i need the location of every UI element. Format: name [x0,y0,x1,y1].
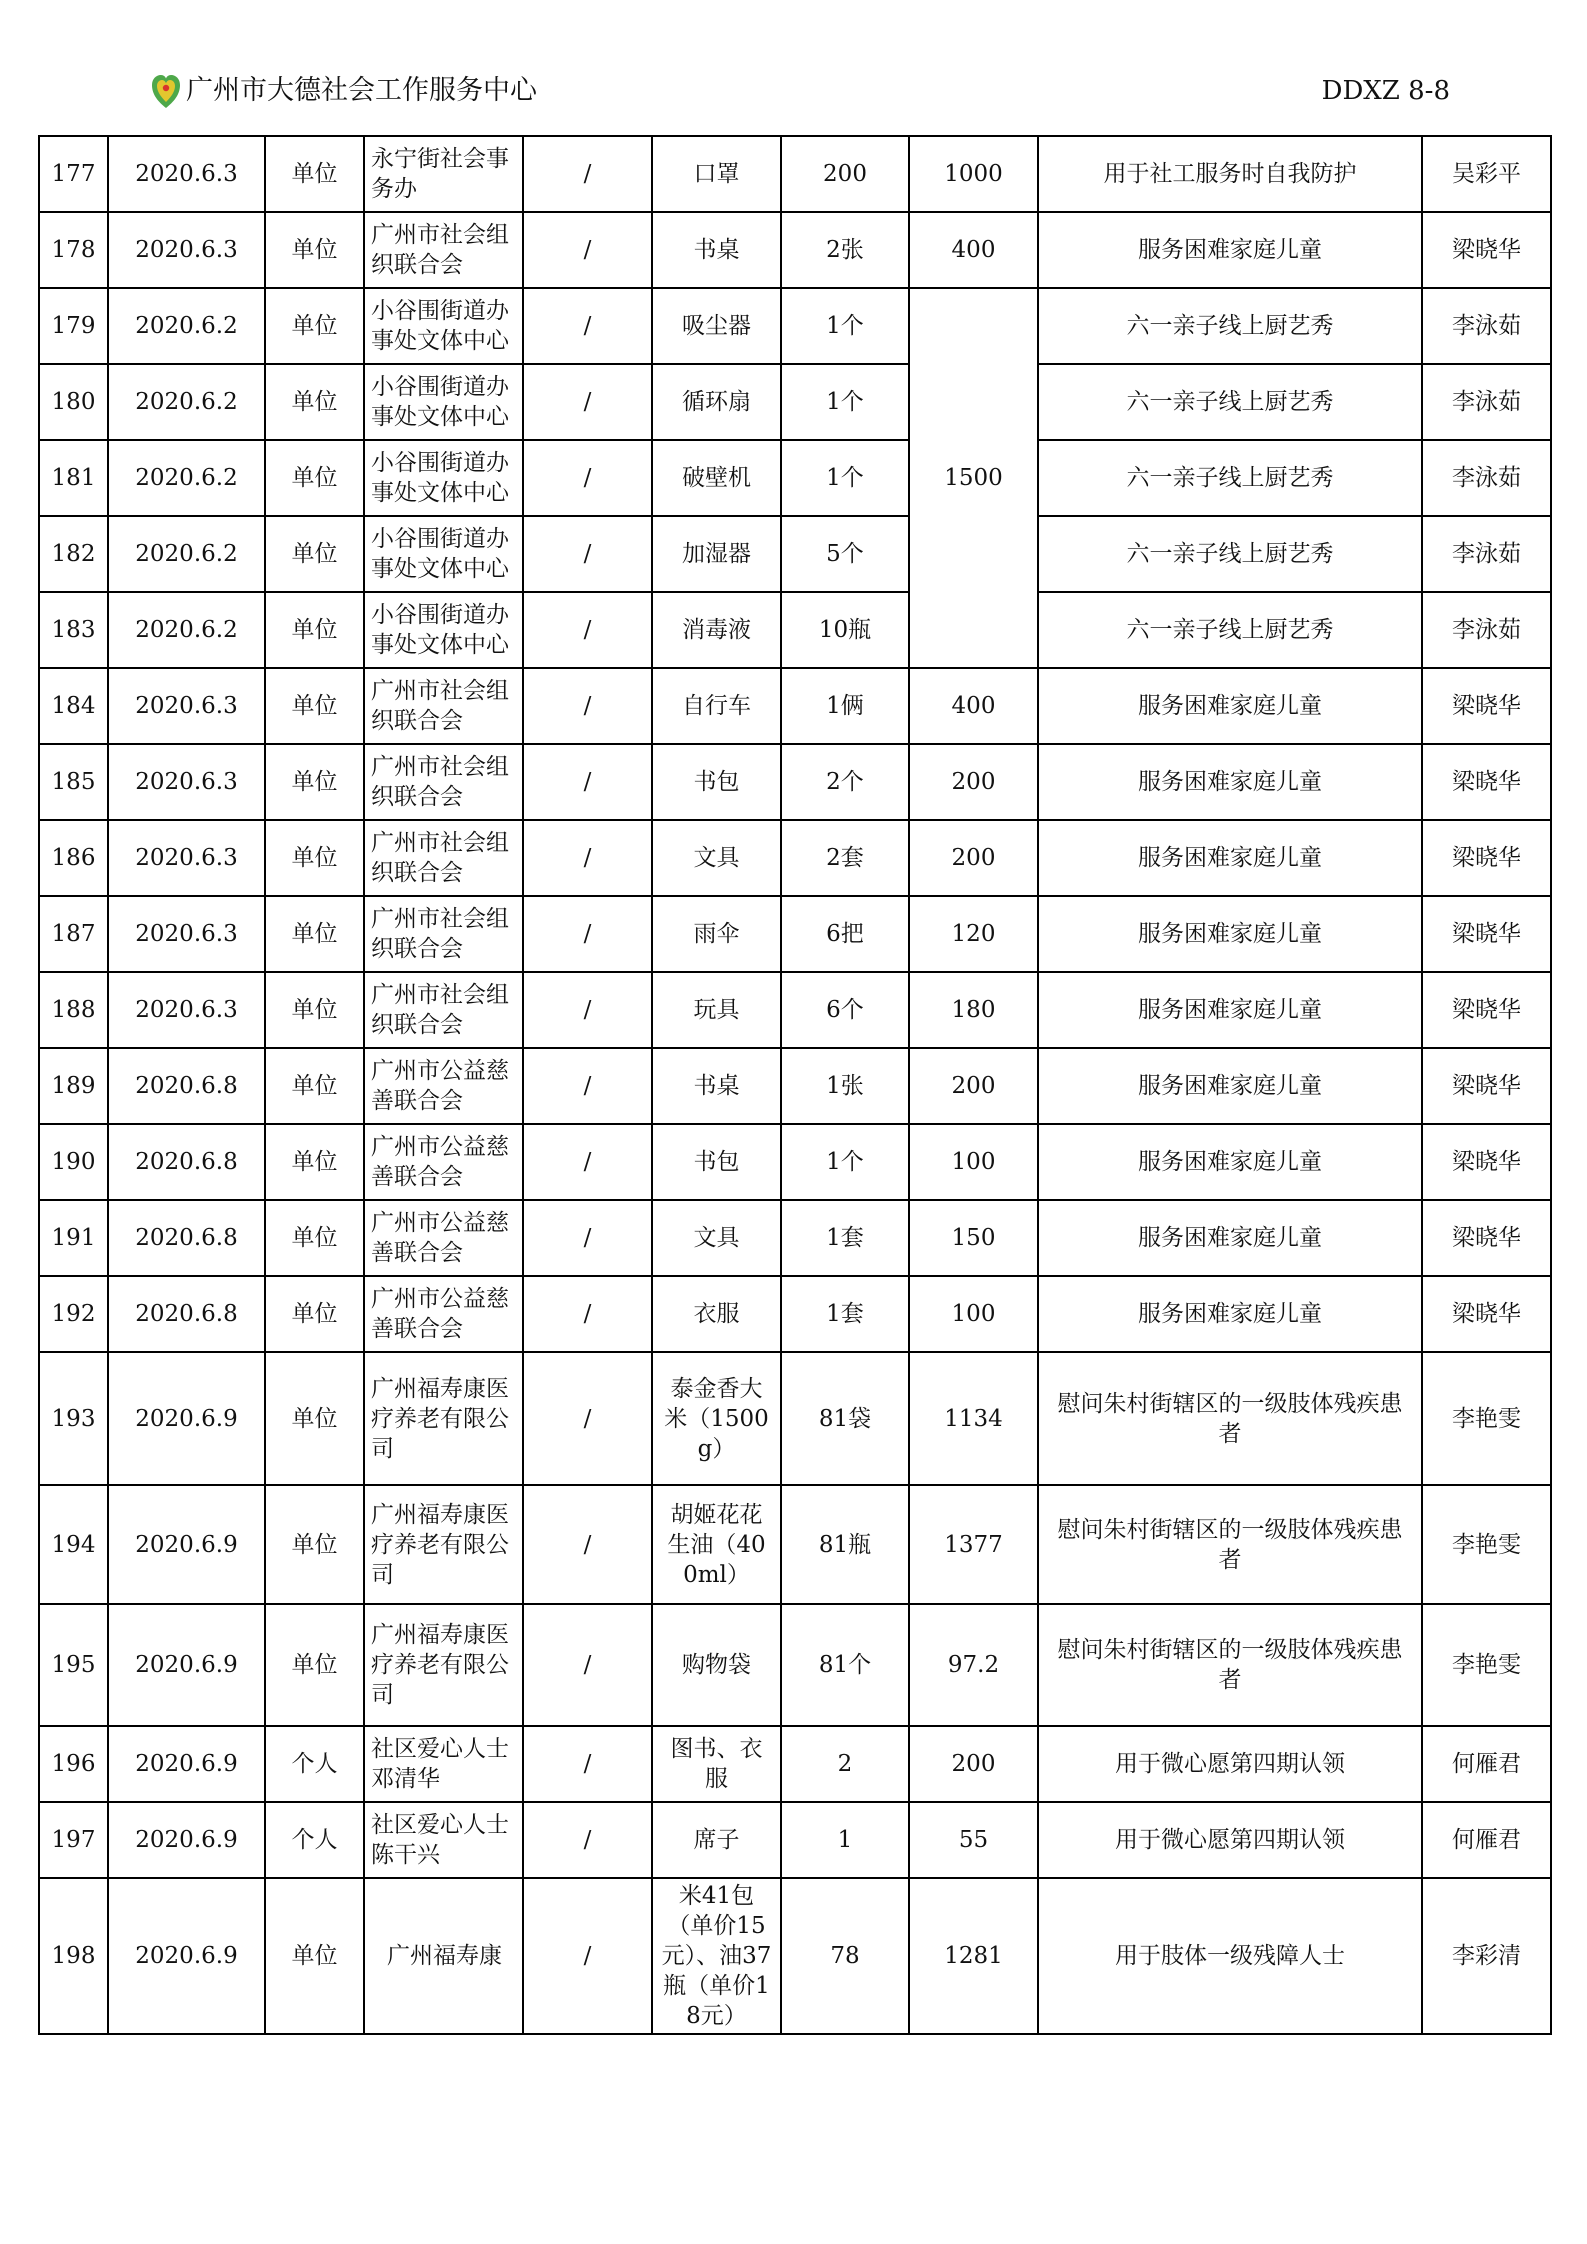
row-number: 194 [39,1485,108,1604]
table-row [39,1200,1551,1276]
handler-name: 梁晓华 [1422,972,1551,1048]
empty-slash: / [523,136,652,212]
donor-name: 小谷围街道办事处文体中心 [364,288,523,364]
item-quantity: 6个 [781,972,909,1048]
donation-date: 2020.6.3 [108,668,265,744]
donor-name: 广州市社会组织联合会 [364,972,523,1048]
page-header [150,70,1450,114]
handler-name: 李艳雯 [1422,1485,1551,1604]
table-row [39,440,1551,516]
donation-date: 2020.6.3 [108,820,265,896]
donor-type: 单位 [265,516,364,592]
donor-name: 小谷围街道办事处文体中心 [364,364,523,440]
donor-name: 广州市公益慈善联合会 [364,1276,523,1352]
item-name: 雨伞 [652,896,781,972]
item-name: 循环扇 [652,364,781,440]
donation-table [38,135,1552,2035]
table-row [39,1352,1551,1485]
table-row [39,288,1551,364]
donor-type: 单位 [265,364,364,440]
row-number: 179 [39,288,108,364]
donor-name: 永宁街社会事务办 [364,136,523,212]
donation-purpose: 用于肢体一级残障人士 [1038,1878,1422,2034]
table-row [39,896,1551,972]
item-quantity: 1俩 [781,668,909,744]
handler-name: 李泳茹 [1422,364,1551,440]
donor-type: 单位 [265,1048,364,1124]
handler-name: 李泳茹 [1422,288,1551,364]
item-quantity: 1张 [781,1048,909,1124]
donation-date: 2020.6.2 [108,592,265,668]
donor-type: 单位 [265,288,364,364]
item-quantity: 2张 [781,212,909,288]
empty-slash: / [523,896,652,972]
donation-purpose: 服务困难家庭儿童 [1038,1276,1422,1352]
empty-slash: / [523,1802,652,1878]
donor-name: 广州市社会组织联合会 [364,896,523,972]
row-number: 197 [39,1802,108,1878]
item-name: 席子 [652,1802,781,1878]
row-number: 182 [39,516,108,592]
table-row [39,136,1551,212]
document-code: DDXZ 8-8 [1321,76,1450,106]
item-name: 吸尘器 [652,288,781,364]
item-value: 100 [909,1124,1038,1200]
donation-date: 2020.6.9 [108,1726,265,1802]
table-row [39,744,1551,820]
item-quantity: 1 [781,1802,909,1878]
donor-type: 单位 [265,1200,364,1276]
row-number: 180 [39,364,108,440]
donor-type: 单位 [265,1878,364,2034]
empty-slash: / [523,820,652,896]
table-row [39,972,1551,1048]
item-name: 米41包（单价15元）、油37瓶（单价18元） [652,1878,781,2034]
item-quantity: 1套 [781,1200,909,1276]
empty-slash: / [523,1878,652,2034]
donor-name: 广州市社会组织联合会 [364,820,523,896]
donor-name: 广州市公益慈善联合会 [364,1048,523,1124]
donation-date: 2020.6.8 [108,1276,265,1352]
row-number: 186 [39,820,108,896]
item-name: 书桌 [652,212,781,288]
item-name: 书桌 [652,1048,781,1124]
donation-purpose: 服务困难家庭儿童 [1038,896,1422,972]
donation-purpose: 慰问朱村街辖区的一级肢体残疾患者 [1038,1485,1422,1604]
item-value: 150 [909,1200,1038,1276]
table-row [39,212,1551,288]
item-value: 200 [909,1048,1038,1124]
table-row [39,1048,1551,1124]
donor-type: 单位 [265,440,364,516]
handler-name: 何雁君 [1422,1726,1551,1802]
row-number: 196 [39,1726,108,1802]
table-row [39,820,1551,896]
donor-type: 单位 [265,896,364,972]
item-name: 加湿器 [652,516,781,592]
item-quantity: 1个 [781,364,909,440]
table-row [39,364,1551,440]
item-name: 自行车 [652,668,781,744]
handler-name: 李泳茹 [1422,592,1551,668]
donor-name: 广州市社会组织联合会 [364,744,523,820]
item-quantity: 1个 [781,1124,909,1200]
empty-slash: / [523,1352,652,1485]
donor-type: 单位 [265,1124,364,1200]
handler-name: 李彩清 [1422,1878,1551,2034]
donation-purpose: 服务困难家庭儿童 [1038,1200,1422,1276]
item-value: 400 [909,668,1038,744]
donor-type: 单位 [265,744,364,820]
donation-date: 2020.6.2 [108,516,265,592]
item-value: 180 [909,972,1038,1048]
donation-date: 2020.6.3 [108,136,265,212]
empty-slash: / [523,1604,652,1726]
donor-type: 单位 [265,1485,364,1604]
donation-date: 2020.6.3 [108,972,265,1048]
donor-type: 单位 [265,1604,364,1726]
donation-purpose: 六一亲子线上厨艺秀 [1038,592,1422,668]
item-name: 口罩 [652,136,781,212]
item-quantity: 6把 [781,896,909,972]
item-name: 破壁机 [652,440,781,516]
donation-purpose: 慰问朱村街辖区的一级肢体残疾患者 [1038,1604,1422,1726]
empty-slash: / [523,1276,652,1352]
handler-name: 何雁君 [1422,1802,1551,1878]
handler-name: 梁晓华 [1422,820,1551,896]
row-number: 185 [39,744,108,820]
donation-date: 2020.6.8 [108,1200,265,1276]
row-number: 188 [39,972,108,1048]
row-number: 198 [39,1878,108,2034]
item-name: 购物袋 [652,1604,781,1726]
donation-purpose: 六一亲子线上厨艺秀 [1038,516,1422,592]
donor-name: 广州福寿康医疗养老有限公司 [364,1604,523,1726]
row-number: 191 [39,1200,108,1276]
donor-name: 广州福寿康 [364,1878,523,2034]
table-row [39,592,1551,668]
empty-slash: / [523,364,652,440]
donation-purpose: 服务困难家庭儿童 [1038,212,1422,288]
donation-date: 2020.6.9 [108,1878,265,2034]
handler-name: 李泳茹 [1422,516,1551,592]
organization-name: 广州市大德社会工作服务中心 [186,75,537,106]
table-row [39,1485,1551,1604]
item-name: 文具 [652,820,781,896]
table-row [39,1276,1551,1352]
handler-name: 梁晓华 [1422,212,1551,288]
donation-date: 2020.6.3 [108,212,265,288]
row-number: 184 [39,668,108,744]
handler-name: 梁晓华 [1422,1276,1551,1352]
table-row [39,1802,1551,1878]
item-value: 120 [909,896,1038,972]
row-number: 192 [39,1276,108,1352]
donation-date: 2020.6.3 [108,744,265,820]
empty-slash: / [523,1726,652,1802]
donor-name: 小谷围街道办事处文体中心 [364,516,523,592]
handler-name: 李艳雯 [1422,1604,1551,1726]
item-quantity: 5个 [781,516,909,592]
item-quantity: 200 [781,136,909,212]
donor-name: 广州市公益慈善联合会 [364,1200,523,1276]
heart-logo-icon [150,72,182,112]
empty-slash: / [523,1200,652,1276]
handler-name: 梁晓华 [1422,1124,1551,1200]
donor-name: 广州市社会组织联合会 [364,668,523,744]
donor-type: 个人 [265,1726,364,1802]
donation-date: 2020.6.8 [108,1048,265,1124]
table-row [39,516,1551,592]
table-row [39,1604,1551,1726]
empty-slash: / [523,668,652,744]
donor-type: 单位 [265,592,364,668]
item-value: 1000 [909,136,1038,212]
item-value: 1377 [909,1485,1038,1604]
row-number: 177 [39,136,108,212]
item-value: 200 [909,820,1038,896]
donation-purpose: 服务困难家庭儿童 [1038,972,1422,1048]
item-quantity: 2个 [781,744,909,820]
empty-slash: / [523,744,652,820]
empty-slash: / [523,1048,652,1124]
item-value: 100 [909,1276,1038,1352]
item-value: 1134 [909,1352,1038,1485]
donation-purpose: 用于微心愿第四期认领 [1038,1802,1422,1878]
donation-purpose: 六一亲子线上厨艺秀 [1038,364,1422,440]
table-row [39,1124,1551,1200]
row-number: 195 [39,1604,108,1726]
donor-type: 单位 [265,820,364,896]
donation-purpose: 六一亲子线上厨艺秀 [1038,440,1422,516]
donation-date: 2020.6.2 [108,288,265,364]
donor-type: 单位 [265,972,364,1048]
donor-type: 单位 [265,1276,364,1352]
empty-slash: / [523,288,652,364]
donation-date: 2020.6.9 [108,1604,265,1726]
donor-name: 广州市社会组织联合会 [364,212,523,288]
item-value: 400 [909,212,1038,288]
item-name: 文具 [652,1200,781,1276]
donation-purpose: 慰问朱村街辖区的一级肢体残疾患者 [1038,1352,1422,1485]
empty-slash: / [523,440,652,516]
donor-name: 小谷围街道办事处文体中心 [364,592,523,668]
empty-slash: / [523,972,652,1048]
empty-slash: / [523,1485,652,1604]
item-name: 图书、衣服 [652,1726,781,1802]
donor-name: 广州福寿康医疗养老有限公司 [364,1485,523,1604]
donation-date: 2020.6.9 [108,1802,265,1878]
row-number: 190 [39,1124,108,1200]
item-value: 55 [909,1802,1038,1878]
donation-purpose: 服务困难家庭儿童 [1038,820,1422,896]
handler-name: 吴彩平 [1422,136,1551,212]
empty-slash: / [523,516,652,592]
donation-purpose: 服务困难家庭儿童 [1038,668,1422,744]
item-name: 消毒液 [652,592,781,668]
donation-date: 2020.6.9 [108,1485,265,1604]
item-name: 泰金香大米（1500g） [652,1352,781,1485]
donation-purpose: 用于微心愿第四期认领 [1038,1726,1422,1802]
donor-type: 单位 [265,136,364,212]
item-value: 200 [909,744,1038,820]
table-row [39,1878,1551,2034]
handler-name: 梁晓华 [1422,1200,1551,1276]
row-number: 189 [39,1048,108,1124]
donor-name: 社区爱心人士陈干兴 [364,1802,523,1878]
row-number: 181 [39,440,108,516]
item-quantity: 2 [781,1726,909,1802]
donor-type: 单位 [265,212,364,288]
item-name: 玩具 [652,972,781,1048]
donor-name: 广州福寿康医疗养老有限公司 [364,1352,523,1485]
handler-name: 梁晓华 [1422,1048,1551,1124]
donor-type: 个人 [265,1802,364,1878]
item-value: 200 [909,1726,1038,1802]
donation-purpose: 用于社工服务时自我防护 [1038,136,1422,212]
item-value-merged: 1500 [909,288,1038,668]
donation-date: 2020.6.2 [108,440,265,516]
row-number: 187 [39,896,108,972]
item-name: 书包 [652,744,781,820]
item-name: 书包 [652,1124,781,1200]
donation-purpose: 服务困难家庭儿童 [1038,1124,1422,1200]
item-quantity: 2套 [781,820,909,896]
donation-purpose: 服务困难家庭儿童 [1038,744,1422,820]
empty-slash: / [523,1124,652,1200]
item-quantity: 81个 [781,1604,909,1726]
donation-date: 2020.6.9 [108,1352,265,1485]
donor-type: 单位 [265,1352,364,1485]
item-quantity: 78 [781,1878,909,2034]
donor-name: 广州市公益慈善联合会 [364,1124,523,1200]
donor-name: 小谷围街道办事处文体中心 [364,440,523,516]
table-row [39,668,1551,744]
donor-name: 社区爱心人士邓清华 [364,1726,523,1802]
item-quantity: 81袋 [781,1352,909,1485]
handler-name: 李泳茹 [1422,440,1551,516]
item-quantity: 81瓶 [781,1485,909,1604]
donation-date: 2020.6.8 [108,1124,265,1200]
donation-purpose: 服务困难家庭儿童 [1038,1048,1422,1124]
item-quantity: 1套 [781,1276,909,1352]
donor-type: 单位 [265,668,364,744]
donation-date: 2020.6.2 [108,364,265,440]
item-quantity: 1个 [781,440,909,516]
handler-name: 梁晓华 [1422,896,1551,972]
handler-name: 梁晓华 [1422,744,1551,820]
row-number: 193 [39,1352,108,1485]
handler-name: 梁晓华 [1422,668,1551,744]
empty-slash: / [523,592,652,668]
item-value: 1281 [909,1878,1038,2034]
table-row [39,1726,1551,1802]
empty-slash: / [523,212,652,288]
row-number: 178 [39,212,108,288]
item-quantity: 1个 [781,288,909,364]
item-quantity: 10瓶 [781,592,909,668]
donation-purpose: 六一亲子线上厨艺秀 [1038,288,1422,364]
item-name: 胡姬花花生油（400ml） [652,1485,781,1604]
handler-name: 李艳雯 [1422,1352,1551,1485]
item-value: 97.2 [909,1604,1038,1726]
donation-date: 2020.6.3 [108,896,265,972]
row-number: 183 [39,592,108,668]
item-name: 衣服 [652,1276,781,1352]
